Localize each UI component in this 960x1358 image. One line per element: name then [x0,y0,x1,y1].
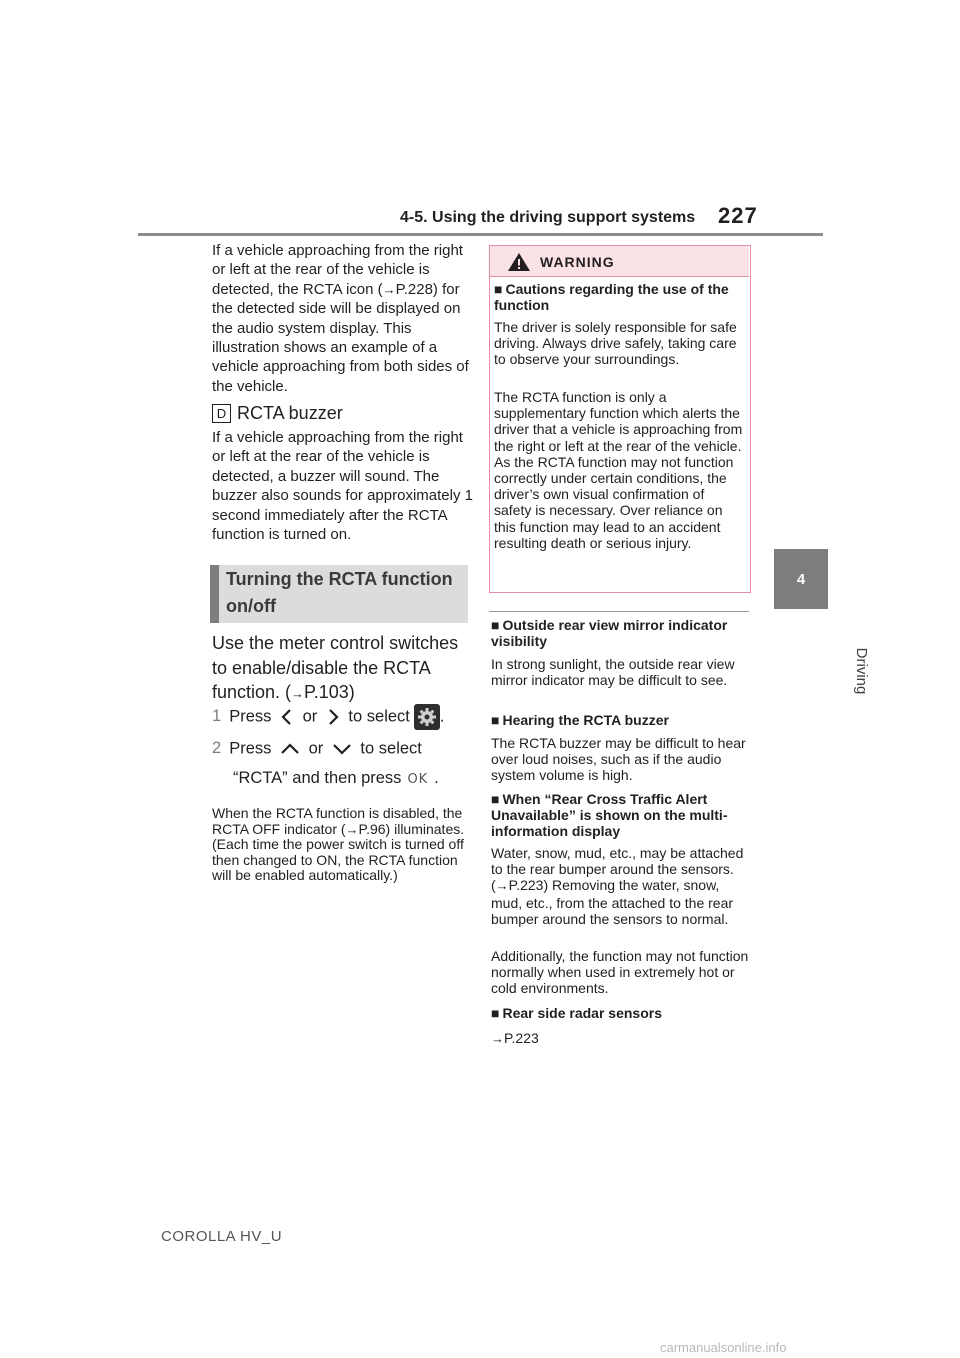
page-reference[interactable]: P.96 [358,820,386,837]
text: “RCTA” and then press [233,769,402,787]
header-section-title: 4-5. Using the driving support systems [400,209,696,226]
note-heading-unavailable [491,791,753,840]
page-reference[interactable]: P.223 [508,877,544,894]
bullet: ■ [491,712,500,728]
page-number: 227 [718,203,758,228]
text: Press [229,739,272,758]
text: . [434,769,439,787]
warning-title: WARNING [540,254,615,270]
text: to select [360,739,422,758]
text: to select [348,707,410,726]
text: If a vehicle approaching from the right or left at the rear of the vehicle is detected, the RCTA icon ( [212,242,463,298]
ok-button-icon: OK [407,772,429,787]
section-heading: Turning the RCTA function on/off [226,569,453,616]
text: ) illuminates. (Each time the power switch is turned off then changed to ON, the RCTA function will be enabled automatically.) [212,820,465,884]
text: Rear side radar sensors [502,1005,662,1021]
note-reference [491,1030,753,1047]
step-number: 1 [212,707,222,726]
warning-paragraph-1: The driver is solely responsible for safe driving. Always drive safely, taking care to observe your surroundings. [494,319,737,368]
page-reference[interactable]: P.223 [504,1030,539,1046]
note-paragraph: The RCTA buzzer may be difficult to hear over loud noises, such as if the audio system volume is high. [491,735,746,784]
text: . [439,707,445,726]
text: ) for the detected side will be displayed on the audio system display. This illustration shows an example of a vehicle approaching from both sides of the vehicle. [212,280,469,395]
arrow-icon: → [291,686,305,701]
paragraph-rcta-buzzer: If a vehicle approaching from the right or left at the rear of the vehicle is detected, a buzzer will sound. The buzzer also sounds for approximately 1 second immediately after the RCTA function is turned on. [212,429,473,544]
watermark: carmanualsonline.info [660,1340,787,1355]
warning-triangle-icon [507,252,531,272]
chapter-label: Driving [853,647,870,695]
chapter-tab [774,549,828,609]
step-number: 2 [212,739,222,758]
arrow-icon: → [495,878,509,894]
paragraph-rcta-off-indicator [212,806,474,884]
chevron-left-icon [276,707,298,727]
text: Use the meter control switches to enable/disable the RCTA function. ( [212,633,459,702]
text: Cautions regarding the use of the function [494,281,729,314]
item-d-heading [212,403,343,424]
text: ) [348,682,355,702]
note-paragraph: In strong sunlight, the outside rear view mirror indicator may be difficult to see. [491,656,735,689]
header-rule [138,233,823,236]
text: Hearing the RCTA buzzer [502,712,669,728]
warning-paragraph-2: The RCTA function is only a supplementary function which alerts the driver that a vehicle is approaching from the right or left at the rear of the vehicle. As the RCTA function may not function correctly under certain conditions, the driver’s own visual confirmation of safety is necessary. Over reliance on this function may lead to an accident resulting death or serious injury. [494,389,743,551]
text: Water, snow, mud, etc., may be attached to the rear bumper around the sensors. ( [491,845,744,894]
note-paragraph: Additionally, the function may not function normally when used in extremely hot or cold environments. [491,948,749,997]
notes-rule [489,611,749,612]
section-heading-bar [210,565,219,623]
chevron-up-icon [276,739,304,759]
arrow-icon: → [382,281,396,297]
bullet: ■ [491,791,500,807]
bullet: ■ [494,281,503,297]
page-reference[interactable]: P.103 [304,682,349,702]
step-1 [212,704,444,730]
chevron-down-icon [328,739,356,759]
arrow-icon: → [345,821,359,837]
bullet: ■ [491,617,500,633]
note-heading-radar-sensors [491,1005,753,1021]
text: When the RCTA function is disabled, the RCTA OFF indicator ( [212,805,463,837]
item-title: RCTA buzzer [237,403,343,423]
bullet: ■ [491,1005,500,1021]
paragraph-rcta-icon [212,241,474,396]
chapter-number: 4 [796,570,806,588]
settings-icon [414,704,440,730]
note-paragraph [491,845,753,927]
arrow-icon: → [491,1031,504,1046]
text: Press [229,707,272,726]
paragraph-meter-switches [212,631,474,707]
warning-heading [494,281,744,313]
note-heading-mirror-indicator [491,617,753,649]
step-2-continued [233,769,439,788]
footer-model: COROLLA HV_U [161,1228,283,1245]
text: or [308,739,324,758]
text: When “Rear Cross Traffic Alert Unavailable” is shown on the multi-information display [491,791,728,840]
step-2 [212,739,422,759]
text: ) Removing the water, snow, mud, etc., from the attached to the rear bumper around the sensors to normal. [491,877,734,927]
text: Outside rear view mirror indicator visibility [491,617,728,650]
item-badge: D [212,404,231,423]
chevron-right-icon [322,707,344,727]
text: or [302,707,318,726]
note-heading-buzzer [491,712,753,728]
page-reference[interactable]: P.228 [395,280,433,298]
